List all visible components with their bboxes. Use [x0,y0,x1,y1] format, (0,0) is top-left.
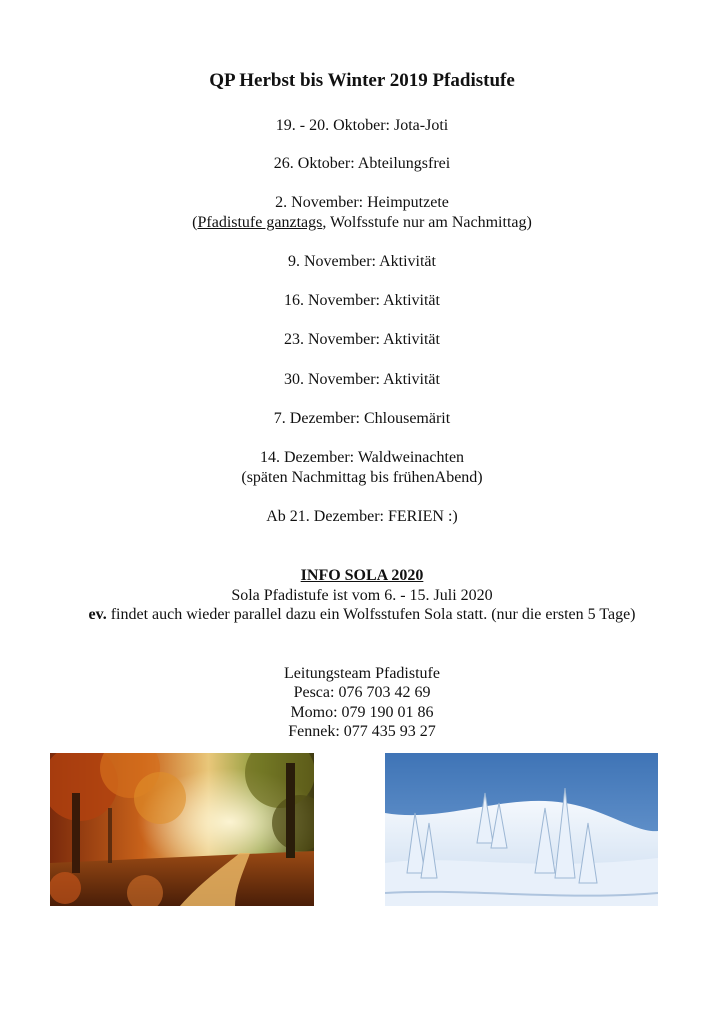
info-ev-text: findet auch wieder parallel dazu ein Wolfsstufen Sola statt. (nur die ersten 5 Tage) [106,606,636,623]
event-nov-9: 9. November: Aktivität [288,253,436,270]
event-jota-joti: 19. - 20. Oktober: Jota-Joti [275,117,449,134]
info-sola-dates: Sola Pfadistufe ist vom 6. - 15. Juli 2020 [231,587,493,604]
event-abteilungsfrei: 26. Oktober: Abteilungsfrei [273,155,451,172]
event-heimputzete: 2. November: Heimputzete [275,194,449,211]
page-title: QP Herbst bis Winter 2019 Pfadistufe [209,70,515,91]
info-wolfsstufe-note [0,605,724,625]
info-heading: INFO SOLA 2020 [300,567,424,584]
event-nov-23: 23. November: Aktivität [284,331,440,348]
event-waldweinachten-note: (späten Nachmittag bis frühenAbend) [241,469,483,486]
event-nov-16: 16. November: Aktivität [284,292,440,309]
note-rest: , Wolfsstufe nur am Nachmittag) [322,214,532,231]
event-nov-30: 30. November: Aktivität [284,371,440,388]
autumn-forest-image [50,753,314,906]
winter-snow-image [385,753,658,906]
event-heimputzete-note [0,213,724,233]
event-ferien: Ab 21. Dezember: FERIEN :) [266,508,458,525]
contact-momo: Momo: 079 190 01 86 [290,704,434,721]
event-chlousemarit: 7. Dezember: Chlousemärit [273,410,451,427]
info-ev-label: ev. [88,606,107,623]
note-underlined: Pfadistufe ganztags [197,214,323,231]
event-waldweinachten: 14. Dezember: Waldweinachten [259,449,465,466]
note-open-paren: ( [192,214,198,231]
contacts-heading: Leitungsteam Pfadistufe [284,665,440,682]
contact-fennek: Fennek: 077 435 93 27 [288,723,436,740]
contact-pesca: Pesca: 076 703 42 69 [293,684,431,701]
